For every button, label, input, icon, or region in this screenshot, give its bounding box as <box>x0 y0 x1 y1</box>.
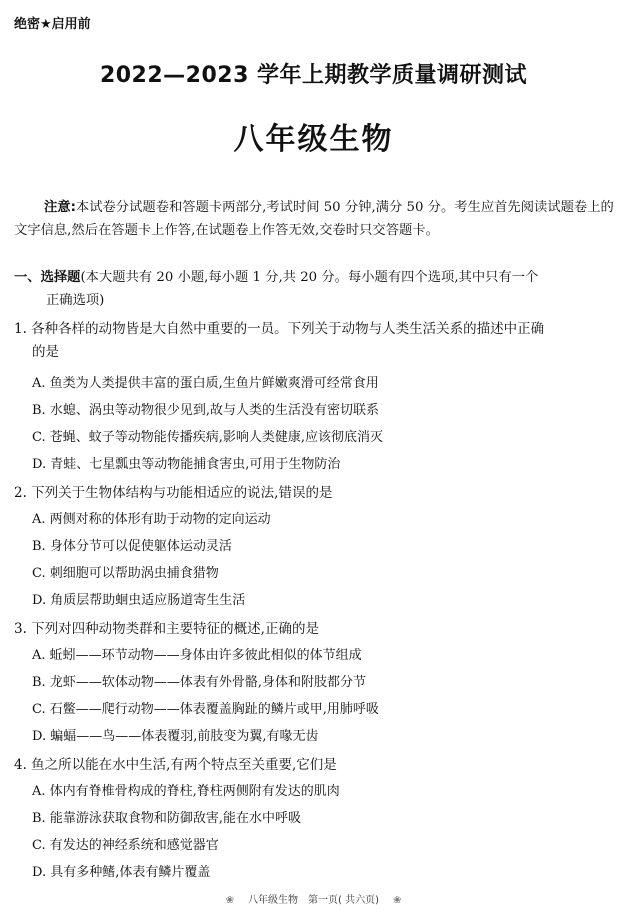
footer-page-label: 八年级生物 第一页( 共六页) <box>248 895 379 906</box>
question-4-option-a: A. 体内有脊椎骨构成的脊柱,脊柱两侧附有发达的肌肉 <box>32 784 340 799</box>
question-4-option-b: B. 能靠游泳获取食物和防御敌害,能在水中呼吸 <box>32 811 301 826</box>
question-4-option-d: D. 具有多种鳍,体表有鳞片覆盖 <box>32 865 211 880</box>
exam-notice <box>14 196 614 242</box>
question-3-option-b: B. 龙虾——软体动物——体表有外骨骼,身体和附肢都分节 <box>32 675 366 690</box>
question-3-option-c: C. 石鳖——爬行动物——体表覆盖胸趾的鳞片或甲,用肺呼吸 <box>32 702 379 717</box>
question-2-stem: 2. 下列关于生物体结构与功能相适应的说法,错误的是 <box>14 485 333 501</box>
question-2-option-d: D. 角质层帮助蛔虫适应肠道寄生生活 <box>32 593 246 608</box>
question-1-stem-line2: 的是 <box>32 344 59 360</box>
question-4-option-c: C. 有发达的神经系统和感觉器官 <box>32 838 219 853</box>
question-3-option-a: A. 蚯蚓——环节动物——身体由许多彼此相似的体节组成 <box>32 648 362 663</box>
page-footer <box>0 891 627 906</box>
question-3-stem: 3. 下列对四种动物类群和主要特征的概述,正确的是 <box>14 621 319 637</box>
flower-ornament-right: ❀ <box>392 895 402 906</box>
question-2-option-c: C. 刺细胞可以帮助涡虫捕食猎物 <box>32 566 219 581</box>
question-2-option-b: B. 身体分节可以促使躯体运动灵活 <box>32 539 232 554</box>
section-instructions-cont: 正确选项) <box>46 293 105 308</box>
question-1-option-d: D. 青蛙、七星瓢虫等动物能捕食害虫,可用于生物防治 <box>32 457 341 472</box>
question-3-option-d: D. 蝙蝠——鸟——体表覆羽,前肢变为翼,有喙无齿 <box>32 729 319 744</box>
question-1-stem-line1: 1. 各种各样的动物皆是大自然中重要的一员。下列关于动物与人类生活关系的描述中正确 <box>14 321 545 337</box>
question-1-option-a: A. 鱼类为人类提供丰富的蛋白质,生鱼片鲜嫩爽滑可经常食用 <box>32 376 379 391</box>
question-2-option-a: A. 两侧对称的体形有助于动物的定向运动 <box>32 512 271 527</box>
question-4-stem: 4. 鱼之所以能在水中生活,有两个特点至关重要,它们是 <box>14 757 337 773</box>
question-1-stem <box>14 318 618 364</box>
section-heading <box>14 266 618 312</box>
section-label: 一、选择题 <box>14 270 81 285</box>
confidential-label: 绝密★启用前 <box>14 17 91 32</box>
question-1-option-c: C. 苍蝇、蚊子等动物能传播疾病,影响人类健康,应该彻底消灭 <box>32 430 384 445</box>
section-instructions: (本大题共有 20 小题,每小题 1 分,共 20 分。每小题有四个选项,其中只有一个 <box>80 270 539 285</box>
notice-text: 本试卷分试题卷和答题卡两部分,考试时间 50 分钟,满分 50 分。考生应首先阅读试题卷上的文字信息,然后在答题卡上作答,在试题卷上作答无效,交卷时只交答题卡。 <box>14 200 614 238</box>
notice-label: 注意: <box>44 200 76 215</box>
exam-subject: 八年级生物 <box>233 122 394 157</box>
flower-ornament-left: ❀ <box>225 895 234 906</box>
exam-title: 2022—2023 学年上期教学质量调研测试 <box>99 63 528 88</box>
question-1-option-b: B. 水螅、涡虫等动物很少见到,故与人类的生活没有密切联系 <box>32 403 379 418</box>
